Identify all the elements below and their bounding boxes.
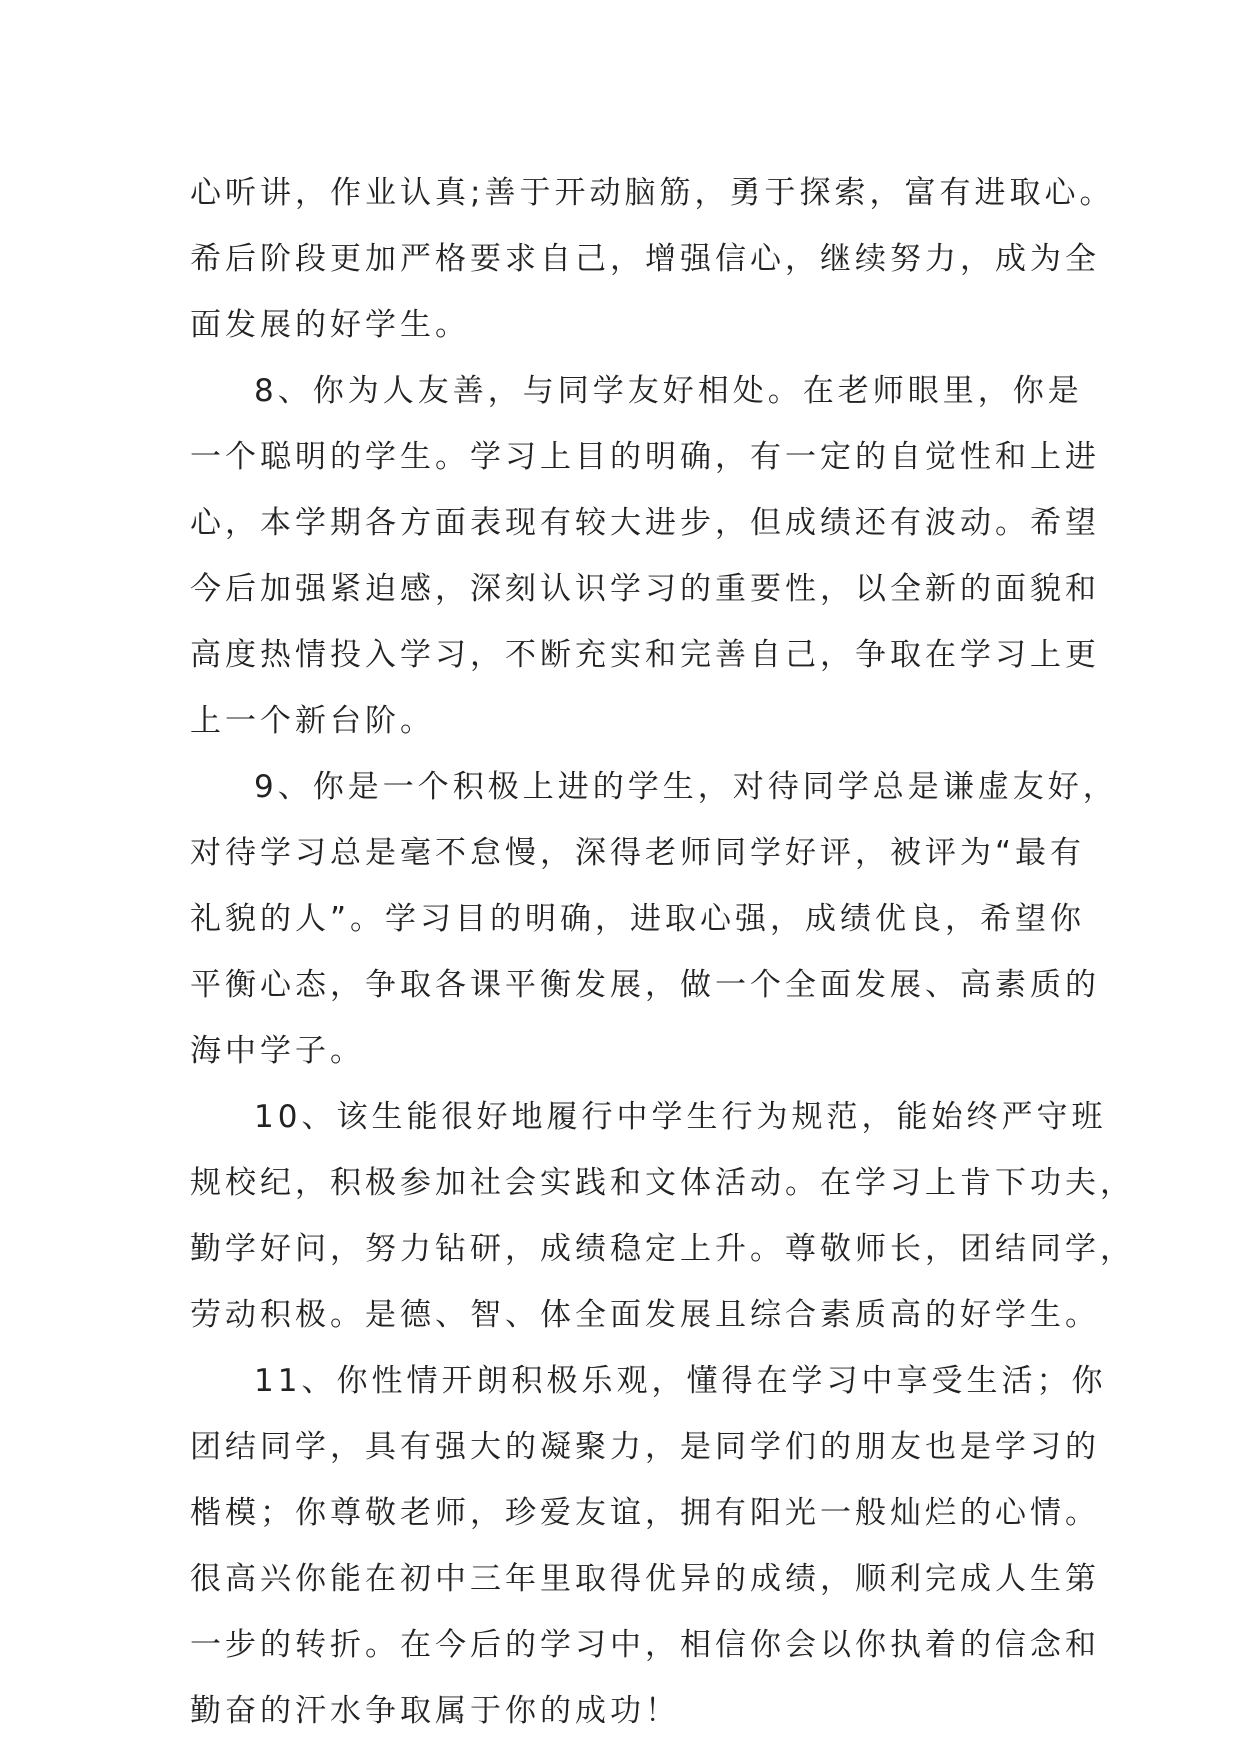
comment-9-first-line: 9、你是一个积极上进的学生，对待同学总是谦虚友好，	[254, 769, 1118, 805]
text-line: 一个聪明的学生。学习上目的明确，有一定的自觉性和上进	[190, 439, 1100, 475]
text-line: 勤奋的汗水争取属于你的成功！	[190, 1693, 680, 1729]
text-line: 心，本学期各方面表现有较大进步，但成绩还有波动。希望	[190, 505, 1100, 541]
comment-8-first-line: 8、你为人友善，与同学友好相处。在老师眼里，你是	[254, 373, 1083, 409]
text-line: 规校纪，积极参加社会实践和文体活动。在学习上肯下功夫，	[190, 1165, 1135, 1201]
text-line: 楷模；你尊敬老师，珍爱友谊，拥有阳光一般灿烂的心情。	[190, 1495, 1100, 1531]
text-line: 高度热情投入学习，不断充实和完善自己，争取在学习上更	[190, 637, 1100, 673]
text-line: 很高兴你能在初中三年里取得优异的成绩，顺利完成人生第	[190, 1561, 1100, 1597]
comment-11-first-line: 11、你性情开朗积极乐观，懂得在学习中享受生活；你	[254, 1363, 1107, 1399]
text-line: 平衡心态，争取各课平衡发展，做一个全面发展、高素质的	[190, 967, 1100, 1003]
text-line: 上一个新台阶。	[190, 703, 435, 739]
text-line: 一步的转折。在今后的学习中，相信你会以你执着的信念和	[190, 1627, 1100, 1663]
text-line: 团结同学，具有强大的凝聚力，是同学们的朋友也是学习的	[190, 1429, 1100, 1465]
text-line: 心听讲，作业认真;善于开动脑筋，勇于探索，富有进取心。	[190, 175, 1115, 211]
document-body	[190, 160, 1135, 1744]
text-line: 今后加强紧迫感，深刻认识学习的重要性，以全新的面貌和	[190, 571, 1100, 607]
text-line: 海中学子。	[190, 1033, 365, 1069]
text-line: 面发展的好学生。	[190, 307, 470, 343]
text-line: 礼貌的人”。学习目的明确，进取心强，成绩优良，希望你	[190, 901, 1086, 937]
comment-10-first-line: 10、该生能很好地履行中学生行为规范，能始终严守班	[254, 1099, 1107, 1135]
text-line: 对待学习总是毫不怠慢，深得老师同学好评，被评为“最有	[190, 835, 1086, 871]
text-line: 劳动积极。是德、智、体全面发展且综合素质高的好学生。	[190, 1297, 1100, 1333]
text-line: 勤学好问，努力钻研，成绩稳定上升。尊敬师长，团结同学，	[190, 1231, 1135, 1267]
text-line: 希后阶段更加严格要求自己，增强信心，继续努力，成为全	[190, 241, 1100, 277]
